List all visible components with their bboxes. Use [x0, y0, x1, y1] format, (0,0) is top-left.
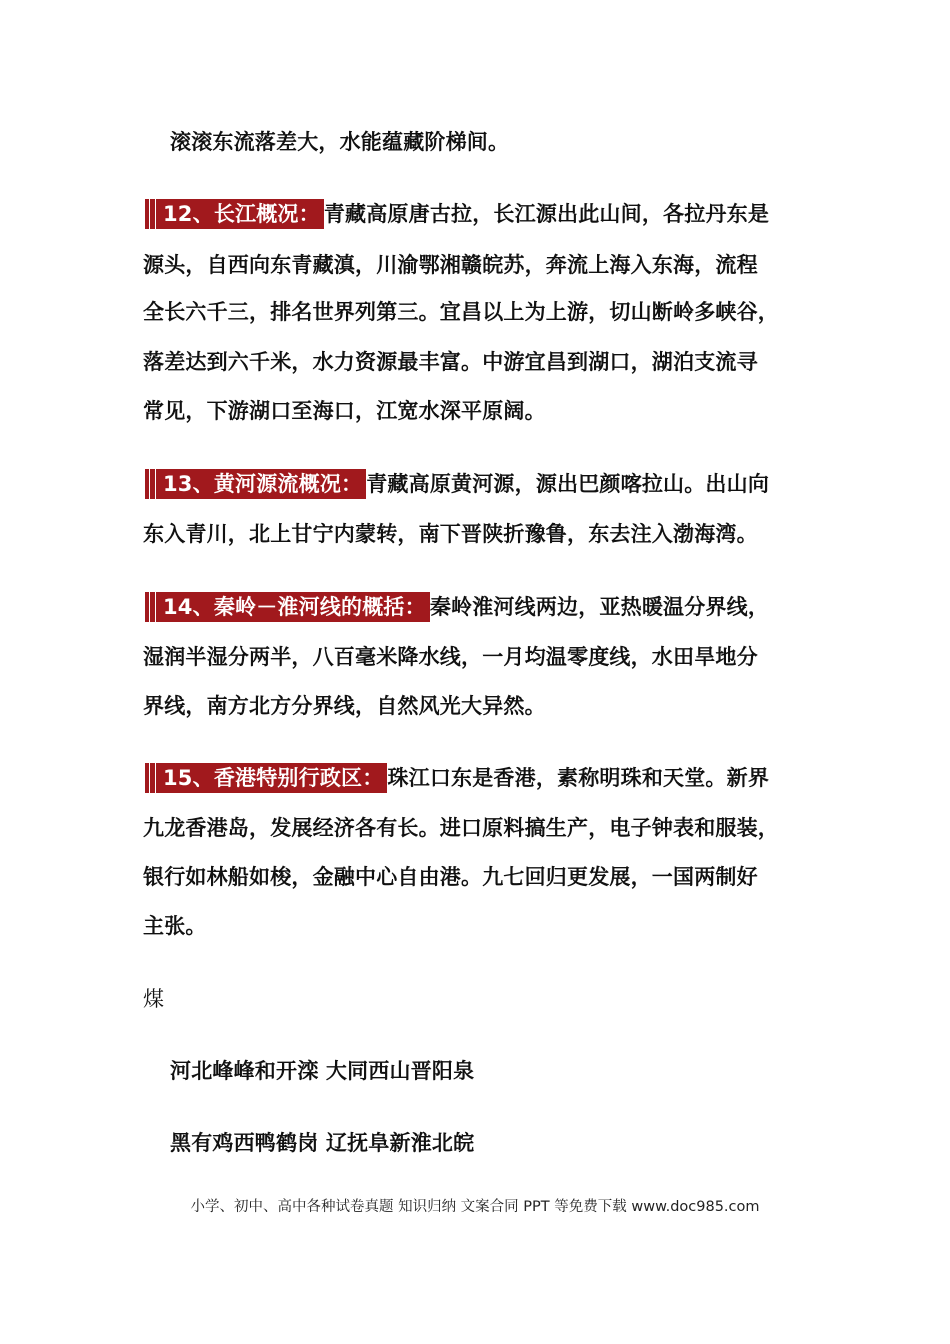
section-12-first-line — [143, 199, 769, 229]
section-14-line-3: 界线，南方北方分界线，自然风光大异然。 — [143, 694, 546, 718]
section-13-line-2: 东入青川，北上甘宁内蒙转，南下晋陕折豫鲁，东去注入渤海湾。 — [143, 522, 758, 546]
section-15-line-4: 主张。 — [143, 914, 207, 938]
section-14-first-line — [143, 592, 769, 622]
section-15-line-3: 银行如林船如梭，金融中心自由港。九七回归更发展，一国两制好 — [143, 865, 758, 889]
section-15-heading: 15、香港特别行政区： — [143, 763, 387, 793]
section-12-line-1: 青藏高原唐古拉，长江源出此山间，各拉丹东是 — [323, 202, 770, 226]
section-15-line-2: 九龙香港岛，发展经济各有长。进口原料搞生产，电子钟表和服装， — [143, 816, 779, 840]
section-12-line-3: 全长六千三，排名世界列第三。宜昌以上为上游，切山断岭多峡谷， — [143, 300, 779, 324]
coal-title: 煤 — [143, 987, 165, 1011]
page-footer: 小学、初中、高中各种试卷真题 知识归纳 文案合同 PPT 等免费下载 www.doc985.com — [190, 1199, 760, 1215]
section-13-heading: 13、黄河源流概况： — [143, 469, 366, 499]
section-12-line-5: 常见，下游湖口至海口，江宽水深平原阔。 — [143, 399, 546, 423]
coal-line-1: 河北峰峰和开滦 大同西山晋阳泉 — [170, 1059, 475, 1083]
section-12-heading: 12、长江概况： — [143, 199, 324, 229]
section-12-line-4: 落差达到六千米，水力资源最丰富。中游宜昌到湖口，湖泊支流寻 — [143, 350, 758, 374]
section-14-heading: 14、秦岭－淮河线的概括： — [143, 592, 430, 622]
intro-line: 滚滚东流落差大，水能蕴藏阶梯间。 — [170, 130, 510, 154]
section-14-line-1: 秦岭淮河线两边，亚热暖温分界线， — [429, 595, 770, 619]
section-15-line-1: 珠江口东是香港，素称明珠和天堂。新界 — [387, 766, 770, 790]
section-15-first-line — [143, 763, 769, 793]
section-13-first-line — [143, 469, 769, 499]
section-13-line-1: 青藏高原黄河源，源出巴颜喀拉山。出山向 — [366, 472, 770, 496]
section-14-line-2: 湿润半湿分两半，八百毫米降水线，一月均温零度线，水田旱地分 — [143, 645, 758, 669]
coal-line-2: 黑有鸡西鸭鹤岗 辽抚阜新淮北皖 — [170, 1131, 475, 1155]
section-12-line-2: 源头，自西向东青藏滇，川渝鄂湘赣皖苏，奔流上海入东海，流程 — [143, 253, 758, 277]
